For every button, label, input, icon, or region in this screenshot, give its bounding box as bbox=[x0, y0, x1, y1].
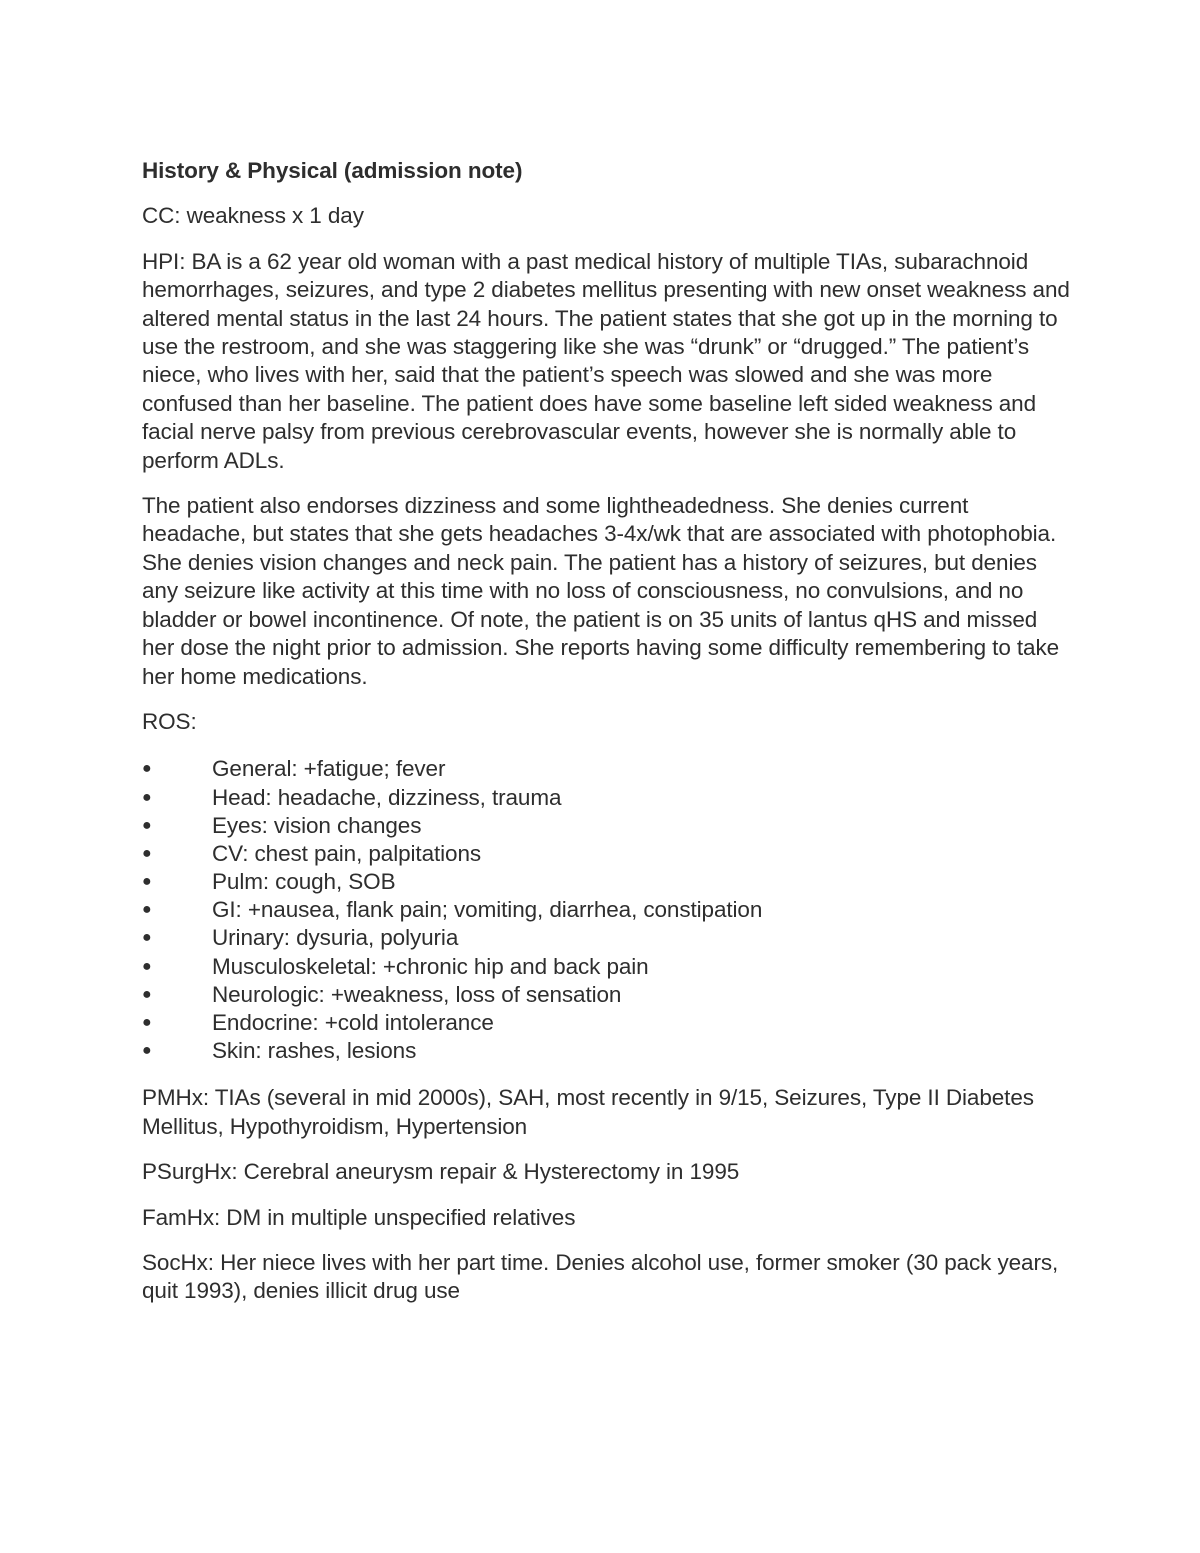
ros-item-text: Endocrine: +cold intolerance bbox=[212, 1010, 494, 1035]
ros-item-text: Urinary: dysuria, polyuria bbox=[212, 925, 459, 951]
ros-item bbox=[142, 755, 1072, 783]
ros-item-text: Musculoskeletal: +chronic hip and back pain bbox=[212, 953, 649, 979]
ros-item-text: CV: chest pain, palpitations bbox=[212, 840, 482, 866]
past-surgical-history: PSurgHx: Cerebral aneurysm repair & Hysterectomy in 1995 bbox=[142, 1159, 740, 1185]
bullet-icon: ● bbox=[142, 957, 152, 975]
ros-item bbox=[142, 840, 1072, 868]
bullet-icon: ● bbox=[142, 816, 152, 834]
social-history: SocHx: Her niece lives with her part time. Denies alcohol use, former smoker (30 pack years, quit 1993), denies illicit drug use bbox=[142, 1250, 1059, 1304]
ros-item-text: Eyes: vision changes bbox=[212, 812, 422, 838]
ros-list bbox=[142, 755, 1072, 1065]
ros-item bbox=[142, 784, 1072, 812]
bullet-icon: ● bbox=[142, 1042, 152, 1060]
ros-item bbox=[142, 924, 1072, 952]
ros-item bbox=[142, 1009, 1072, 1037]
note-body bbox=[142, 157, 1072, 1323]
chief-complaint: CC: weakness x 1 day bbox=[142, 203, 364, 229]
past-medical-history: PMHx: TIAs (several in mid 2000s), SAH, most recently in 9/15, Seizures, Type II Diabetes Mellitus, Hypothyroidism, Hypertension bbox=[142, 1085, 1034, 1139]
bullet-icon: ● bbox=[142, 929, 152, 947]
ros-item bbox=[142, 981, 1072, 1009]
ros-item-text: Skin: rashes, lesions bbox=[212, 1038, 417, 1064]
ros-item-text: Pulm: cough, SOB bbox=[212, 869, 396, 895]
bullet-icon: ● bbox=[142, 873, 152, 891]
bullet-icon: ● bbox=[142, 788, 152, 806]
ros-item-text: GI: +nausea, flank pain; vomiting, diarrhea, constipation bbox=[212, 897, 763, 923]
ros-item bbox=[142, 896, 1072, 924]
ros-item-text: Neurologic: +weakness, loss of sensation bbox=[212, 981, 622, 1007]
family-history: FamHx: DM in multiple unspecified relatives bbox=[142, 1204, 576, 1230]
ros-item-text: Head: headache, dizziness, trauma bbox=[212, 784, 562, 810]
hpi-paragraph-1: HPI: BA is a 62 year old woman with a past medical history of multiple TIAs, subarachnoid hemorrhages, seizures, and type 2 diabetes mellitus presenting with new onset weakness and altered mental status in the last 24 hours. The patient states that she got up in the morning to use the restroom, and she was staggering like she was “drunk” or “drugged.” The patient’s niece, who lives with her, said that the patient’s speech was slowed and she was more confused than her baseline. The patient does have some baseline left sided weakness and facial nerve palsy from previous cerebrovascular events, however she is normally able to perform ADLs. bbox=[142, 248, 1070, 473]
note-title: History & Physical (admission note) bbox=[142, 158, 523, 183]
bullet-icon: ● bbox=[142, 985, 152, 1003]
ros-item bbox=[142, 812, 1072, 840]
bullet-icon: ● bbox=[142, 760, 152, 778]
ros-heading: ROS: bbox=[142, 708, 197, 734]
bullet-icon: ● bbox=[142, 901, 152, 919]
hpi-paragraph-2: The patient also endorses dizziness and some lightheadedness. She denies current headache, but states that she gets headaches 3-4x/wk that are associated with photophobia. She denies vision changes and neck pain. The patient has a history of seizures, but denies any seizure like activity at this time with no loss of consciousness, no convulsions, and no bladder or bowel incontinence. Of note, the patient is on 35 units of lantus qHS and missed her dose the night prior to admission. She reports having some difficulty remembering to take her home medications. bbox=[142, 493, 1060, 689]
ros-item bbox=[142, 868, 1072, 896]
ros-item bbox=[142, 953, 1072, 981]
bullet-icon: ● bbox=[142, 844, 152, 862]
bullet-icon: ● bbox=[142, 1014, 152, 1031]
ros-item bbox=[142, 1037, 1072, 1065]
ros-item-text: General: +fatigue; fever bbox=[212, 756, 446, 782]
